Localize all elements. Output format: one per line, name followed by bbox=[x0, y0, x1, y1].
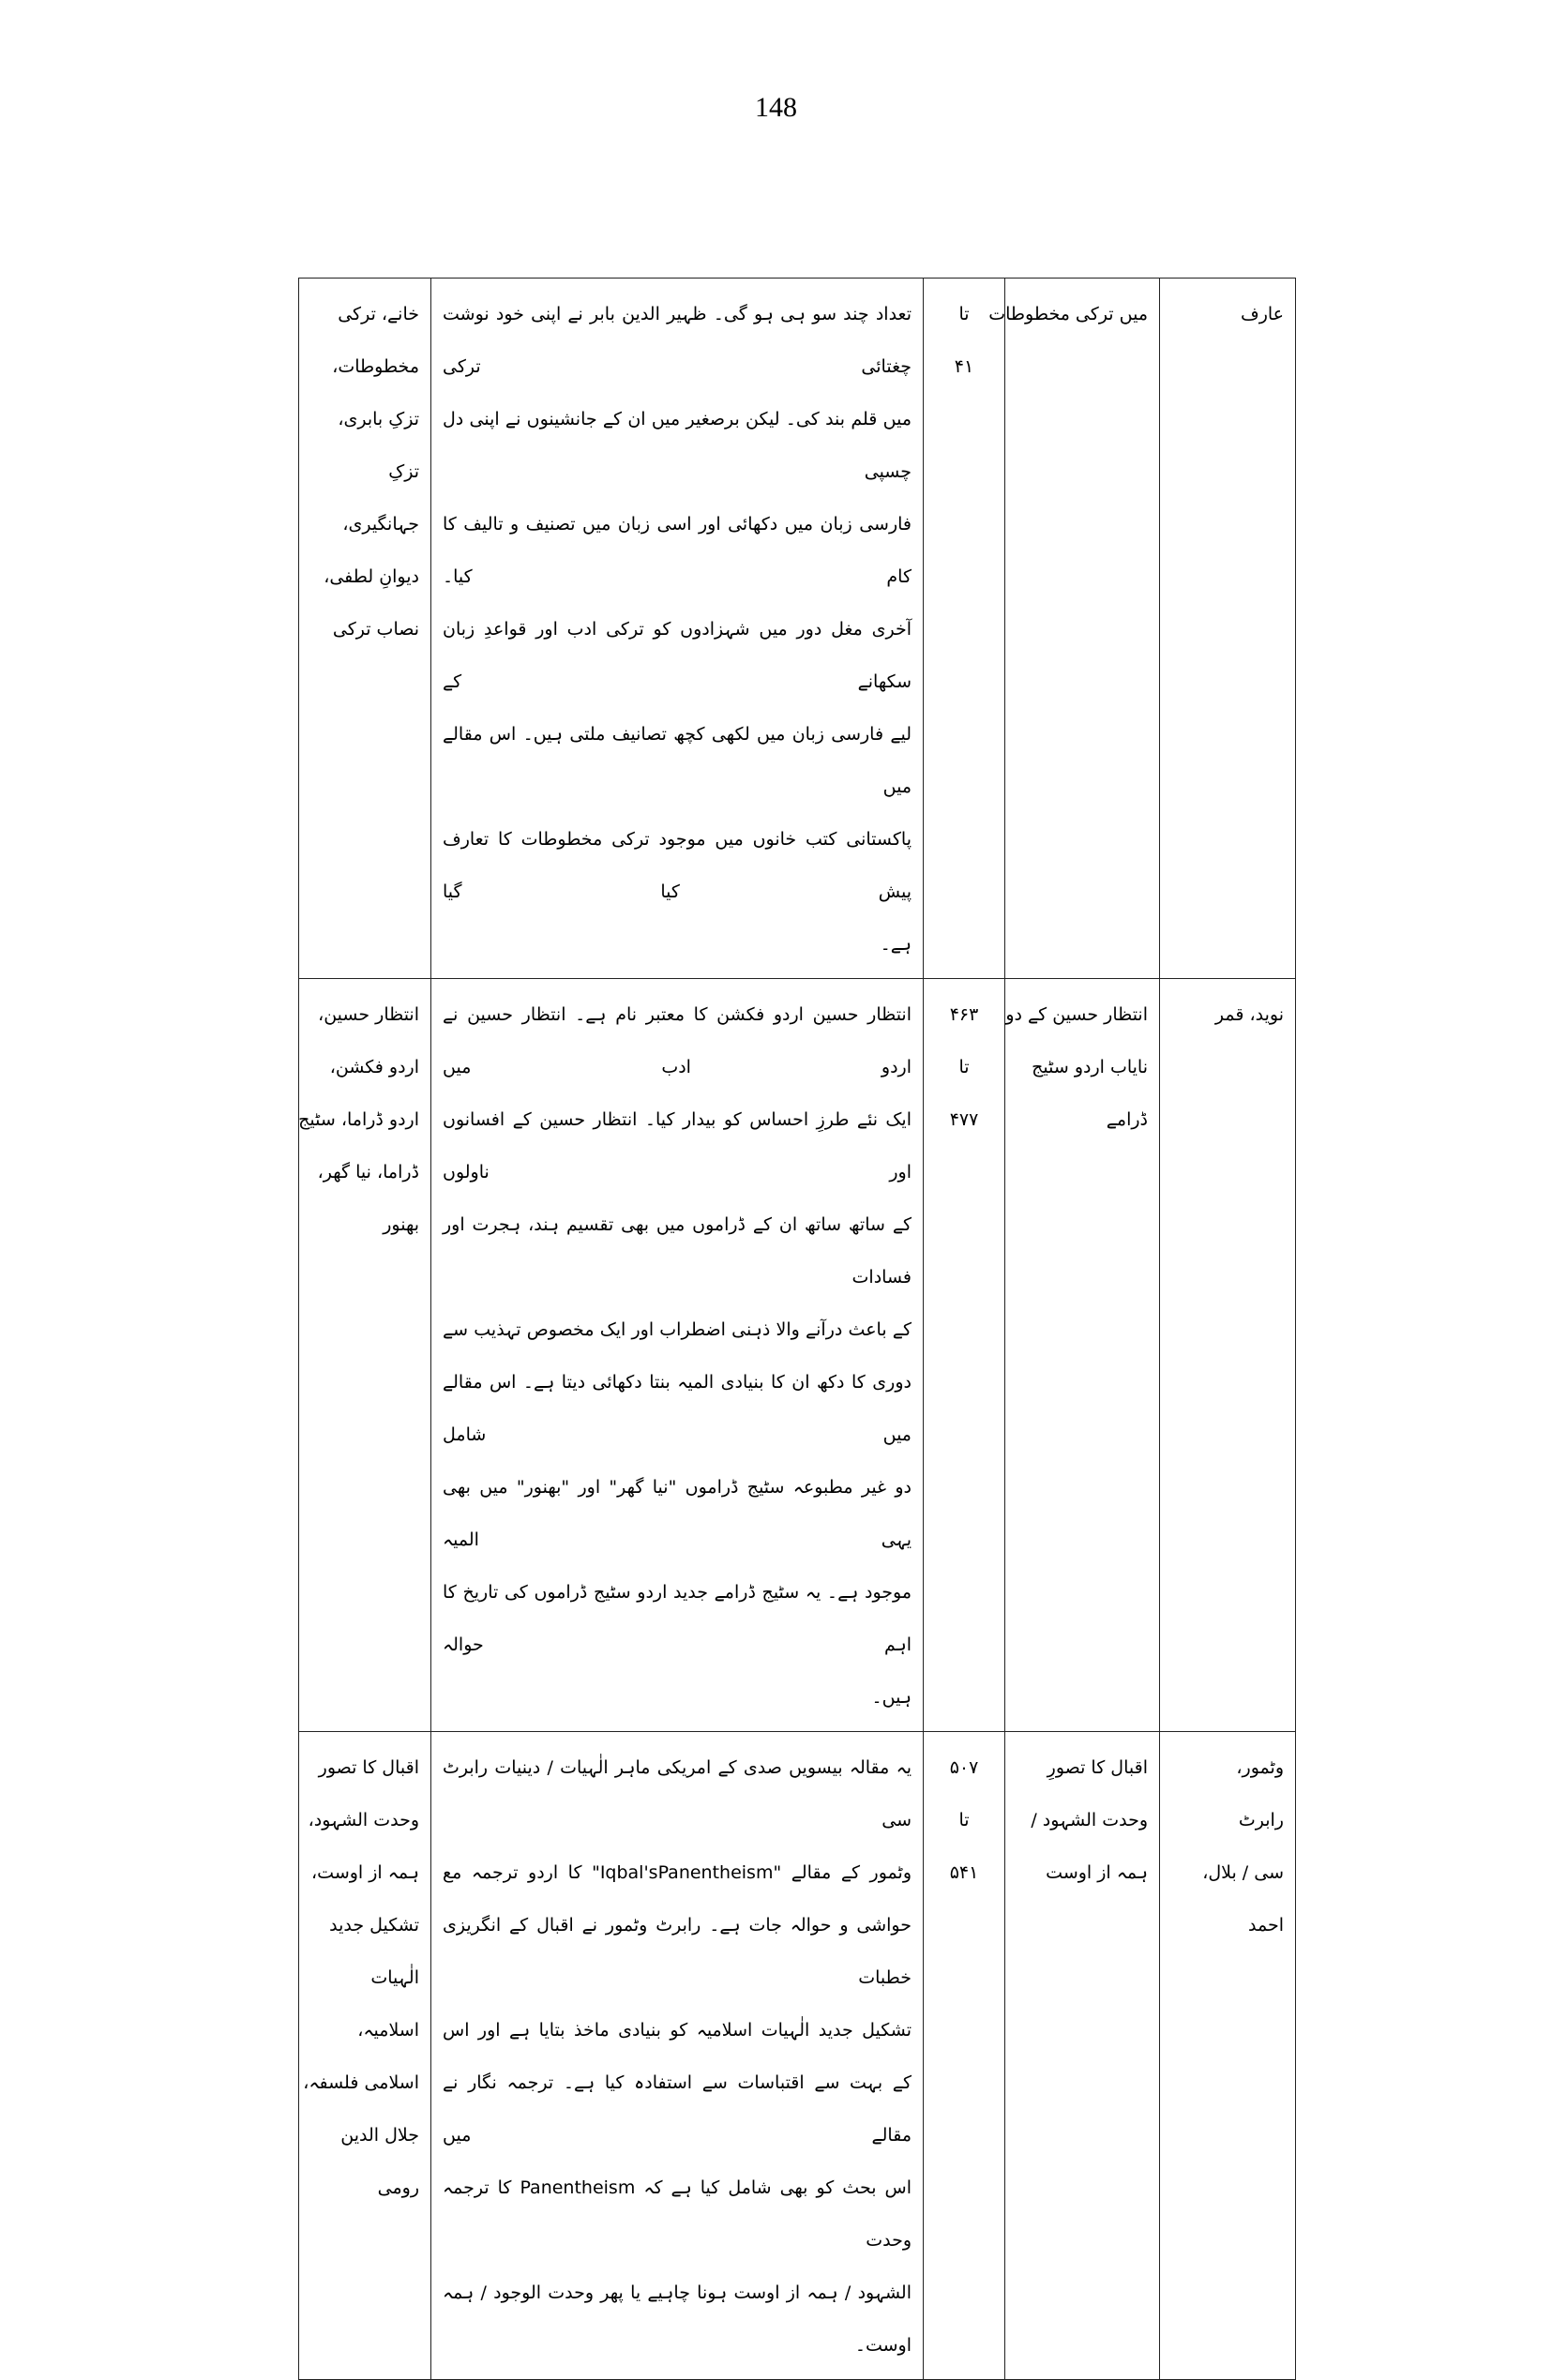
title-line: انتظار حسین کے دو bbox=[1005, 1004, 1148, 1025]
abstract-line: الشہود / ہمہ از اوست ہونا چاہیے یا پھر وحدت الوجود / ہمہ اوست۔ bbox=[443, 2282, 912, 2356]
author-line: نوید، قمر bbox=[1214, 1004, 1284, 1025]
pages-cell bbox=[924, 979, 1005, 1732]
author-line: وٹمور، bbox=[1236, 1757, 1284, 1778]
keywords-line: ہمہ از اوست، bbox=[311, 1862, 419, 1883]
abstract-cell bbox=[431, 979, 924, 1732]
abstract-line: میں قلم بند کی۔ لیکن برصغیر میں ان کے جانشینوں نے اپنی دل چسپی bbox=[443, 409, 912, 482]
keywords-cell bbox=[299, 279, 431, 979]
abstract-line: تعداد چند سو ہی ہو گی۔ ظہیر الدین بابر نے اپنی خود نوشت چغتائی ترکی bbox=[443, 304, 912, 377]
title-line: ہمہ از اوست bbox=[1046, 1862, 1148, 1883]
pages-line: ۴۶۳ bbox=[949, 1004, 979, 1025]
abstract-line: فارسی زبان میں دکھائی اور اسی زبان میں تصنیف و تالیف کا کام کیا۔ bbox=[443, 514, 912, 587]
keywords-line: ڈراما، نیا گھر، bbox=[317, 1162, 419, 1182]
author-cell bbox=[1160, 279, 1296, 979]
keywords-line: الٰہیات bbox=[370, 1967, 419, 1988]
keywords-line: اقبال کا تصور bbox=[318, 1757, 419, 1778]
abstract-line: کے بہت سے اقتباسات سے استفادہ کیا ہے۔ ترجمہ نگار نے مقالے میں bbox=[443, 2072, 912, 2146]
keywords-line: جلال الدین bbox=[340, 2125, 419, 2146]
abstract-line: ہیں۔ bbox=[871, 1687, 912, 1708]
abstract-line: دو غیر مطبوعہ سٹیج ڈراموں "نیا گھر" اور "بھنور" میں بھی یہی المیہ bbox=[443, 1477, 912, 1550]
keywords-line: دیوانِ لطفی، bbox=[324, 566, 419, 587]
abstract-line: ایک نئے طرزِ احساس کو بیدار کیا۔ انتظار حسین کے افسانوں اور ناولوں bbox=[443, 1109, 912, 1182]
author-cell bbox=[1160, 1732, 1296, 2380]
title-line: ڈرامے bbox=[1106, 1109, 1148, 1130]
keywords-line: تزکِ بابری، bbox=[338, 409, 419, 429]
pages-cell bbox=[924, 1732, 1005, 2380]
author-line: رابرٹ bbox=[1238, 1810, 1284, 1830]
abstract-line: لیے فارسی زبان میں لکھی کچھ تصانیف ملتی ہیں۔ اس مقالے میں bbox=[443, 724, 912, 797]
table-row bbox=[299, 979, 1296, 1732]
pages-line: تا bbox=[958, 304, 970, 324]
title-cell bbox=[988, 279, 1160, 979]
keywords-line: تزکِ bbox=[388, 461, 419, 482]
abstract-line: یہ مقالہ بیسویں صدی کے امریکی ماہر الٰہیات / دینیات رابرٹ سی bbox=[443, 1757, 912, 1830]
keywords-line: انتظار حسین، bbox=[318, 1004, 419, 1025]
abstract-line: اس بحث کو بھی شامل کیا ہے کہ Panentheism کا ترجمہ وحدت bbox=[443, 2177, 912, 2251]
abstract-cell bbox=[431, 1732, 924, 2380]
author-line: عارف bbox=[1241, 304, 1284, 324]
abstract-line: کے باعث درآنے والا ذہنی اضطراب اور ایک مخصوص تہذیب سے bbox=[443, 1319, 912, 1340]
pages-line: ۴۱ bbox=[954, 356, 974, 377]
keywords-line: اسلامی فلسفہ، bbox=[303, 2072, 419, 2093]
title-line: میں ترکی مخطوطات bbox=[988, 304, 1148, 324]
pages-line: تا bbox=[958, 1810, 970, 1830]
author-line: احمد bbox=[1248, 1915, 1284, 1936]
catalog-table bbox=[298, 278, 1296, 2380]
title-cell bbox=[1005, 1732, 1160, 2380]
keywords-line: اردو ڈراما، سٹیج bbox=[298, 1109, 419, 1130]
title-line: اقبال کا تصورِ bbox=[1047, 1757, 1148, 1778]
keywords-line: خانے، ترکی bbox=[338, 304, 419, 324]
pages-line: ۵۴۱ bbox=[949, 1862, 979, 1883]
author-line: سی / بلال، bbox=[1202, 1862, 1284, 1883]
pages-line: ۵۰۷ bbox=[949, 1757, 979, 1778]
title-line: وحدت الشہود / bbox=[1031, 1810, 1148, 1830]
author-cell bbox=[1160, 979, 1296, 1732]
table-row bbox=[299, 279, 1296, 979]
abstract-line: دوری کا دکھ ان کا بنیادی المیہ بنتا دکھائی دیتا ہے۔ اس مقالے میں شامل bbox=[443, 1372, 912, 1445]
title-line: نایاب اردو سٹیج bbox=[1032, 1057, 1148, 1077]
keywords-line: وحدت الشہود، bbox=[308, 1810, 419, 1830]
abstract-line: آخری مغل دور میں شہزادوں کو ترکی ادب اور قواعدِ زبان سکھانے کے bbox=[443, 619, 912, 692]
keywords-line: اردو فکشن، bbox=[329, 1057, 419, 1077]
abstract-line: موجود ہے۔ یہ سٹیج ڈرامے جدید اردو سٹیج ڈراموں کی تاریخ کا اہم حوالہ bbox=[443, 1582, 912, 1655]
keywords-line: اسلامیہ، bbox=[357, 2020, 419, 2041]
pages-line: ۴۷۷ bbox=[949, 1109, 979, 1130]
abstract-line: وٹمور کے مقالے "Iqbal'sPanentheism" کا اردو ترجمہ مع bbox=[443, 1862, 912, 1883]
abstract-line: حواشی و حوالہ جات ہے۔ رابرٹ وٹمور نے اقبال کے انگریزی خطبات bbox=[443, 1915, 912, 1988]
keywords-cell bbox=[299, 1732, 431, 2380]
keywords-cell bbox=[299, 979, 431, 1732]
abstract-line: انتظار حسین اردو فکشن کا معتبر نام ہے۔ انتظار حسین نے اردو ادب میں bbox=[443, 1004, 912, 1077]
catalog-body bbox=[299, 279, 1296, 2380]
keywords-line: تشکیل جدید bbox=[329, 1915, 419, 1936]
pages-cell bbox=[924, 279, 1005, 979]
keywords-line: جہانگیری، bbox=[342, 514, 419, 535]
keywords-line: نصاب ترکی bbox=[332, 619, 419, 640]
pages-line: تا bbox=[958, 1057, 970, 1077]
abstract-line: تشکیل جدید الٰہیات اسلامیہ کو بنیادی ماخذ بتایا ہے اور اس bbox=[443, 2020, 912, 2041]
keywords-line: مخطوطات، bbox=[332, 356, 419, 377]
abstract-cell bbox=[431, 279, 924, 979]
keywords-line: رومی bbox=[377, 2177, 419, 2198]
title-cell bbox=[1005, 979, 1160, 1732]
abstract-line: کے ساتھ ساتھ ان کے ڈراموں میں بھی تقسیم ہند، ہجرت اور فسادات bbox=[443, 1214, 912, 1288]
abstract-line: ہے۔ bbox=[880, 934, 912, 955]
page-number: 148 bbox=[755, 92, 797, 123]
keywords-line: بھنور bbox=[383, 1214, 419, 1235]
abstract-line: پاکستانی کتب خانوں میں موجود ترکی مخطوطات کا تعارف پیش کیا گیا bbox=[443, 829, 912, 902]
table-row bbox=[299, 1732, 1296, 2380]
